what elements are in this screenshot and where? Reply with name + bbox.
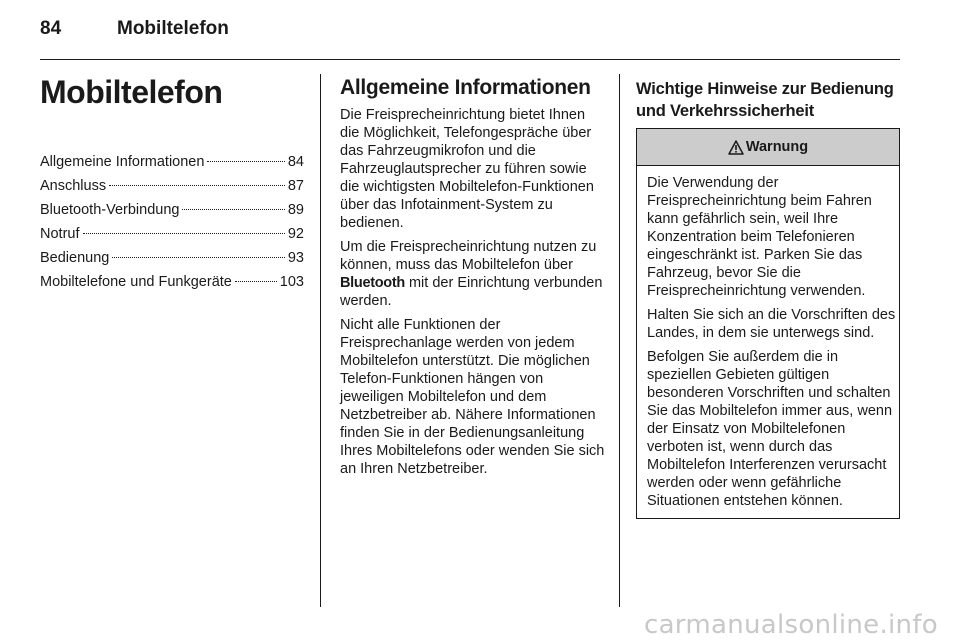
bluetooth-paragraph-start: Um die Freisprecheinrichtung nutzen zu können, muss das Mobiltelefon über (340, 239, 597, 273)
page-number: 84 (40, 18, 62, 39)
toc-label: Anschluss (40, 178, 107, 194)
bluetooth-paragraph-end: mit der Einrichtung verbunden werden. (340, 275, 603, 309)
toc-label: Bluetooth-Verbindung (40, 202, 180, 218)
toc-entry-bedienung[interactable] (40, 246, 304, 270)
warning-label: Warnung (745, 139, 809, 155)
toc-leader (182, 209, 284, 210)
section-title: Allgemeine Informationen (340, 76, 591, 99)
toc-entry-notruf[interactable] (40, 222, 304, 246)
toc-page: 89 (287, 202, 304, 218)
toc-page: 93 (287, 250, 304, 266)
running-title: Mobiltelefon (117, 18, 229, 39)
warning-paragraph-2: Halten Sie sich an die Vorschriften des Landes, in dem sie unterwegs sind. (647, 307, 896, 341)
chapter-title: Mobiltelefon (40, 74, 223, 110)
intro-paragraph: Die Freisprecheinrichtung bietet Ihnen die Möglichkeit, Telefongespräche über das Fahrzeugmikrofon und die Fahrzeuglautsprecher zu führen sowie die wichtigsten Mobiltelefon-Funktionen über das Infotainment-System zu bedienen. (340, 107, 594, 231)
toc-label: Bedienung (40, 250, 110, 266)
warning-body (637, 166, 899, 518)
warning-triangle-icon (728, 140, 744, 155)
toc-label: Mobiltelefone und Funkgeräte (40, 274, 232, 290)
safety-column (636, 74, 900, 519)
toc-page: 103 (279, 274, 304, 290)
warning-box (636, 128, 900, 519)
toc-entry-allgemeine-informationen[interactable] (40, 150, 304, 174)
toc-page: 92 (287, 226, 304, 242)
column-divider-1 (320, 74, 321, 607)
warning-paragraph-1: Die Verwendung der Freisprecheinrichtung beim Fahren kann gefährlich sein, weil Ihre Konzentration beim Telefonieren eingeschränkt ist. Parken Sie das Fahrzeug, bevor Sie die Freisprecheinrichtung verwenden. (647, 175, 872, 299)
watermark: carmanualsonline.info (643, 610, 938, 640)
toc-label: Notruf (40, 226, 80, 242)
toc-leader (235, 281, 277, 282)
warning-paragraph-3: Befolgen Sie außerdem die in speziellen Gebieten gültigen besonderen Vorschriften und schalten Sie das Mobiltelefon immer aus, wenn der Einsatz von Mobiltelefonen verboten ist, wenn durch das Mobiltelefon Interferenzen verursacht werden oder wenn gefährliche Situationen entstehen können. (647, 349, 893, 509)
safety-title: Wichtige Hinweise zur Bedienung und Verkehrssicherheit (636, 80, 894, 120)
bluetooth-term: Bluetooth (340, 275, 405, 291)
warning-header (637, 129, 899, 166)
toc-entry-bluetooth-verbindung[interactable] (40, 198, 304, 222)
toc-page: 87 (287, 178, 304, 194)
compatibility-paragraph: Nicht alle Funktionen der Freisprechanlage werden von jedem Mobiltelefon unterstützt. Die möglichen Telefon-Funktionen hängen von jeweiligen Mobiltelefon und dem Netzbetreiber ab. Nähere Informationen finden Sie in der Bedienungsanleitung Ihres Mobiltelefons oder wenden Sie sich an Ihren Netzbetreiber. (340, 317, 605, 477)
toc-leader (207, 161, 284, 162)
header-rule (40, 59, 900, 60)
general-info-column (340, 74, 605, 478)
toc-entry-mobiltelefone-und-funkgeraete[interactable] (40, 270, 304, 294)
table-of-contents (40, 150, 304, 294)
column-divider-2 (619, 74, 620, 607)
toc-leader (112, 257, 285, 258)
toc-leader (109, 185, 285, 186)
chapter-column (40, 72, 304, 294)
bluetooth-paragraph (340, 238, 605, 310)
toc-entry-anschluss[interactable] (40, 174, 304, 198)
toc-leader (83, 233, 285, 234)
toc-page: 84 (287, 154, 304, 170)
toc-label: Allgemeine Informationen (40, 154, 205, 170)
